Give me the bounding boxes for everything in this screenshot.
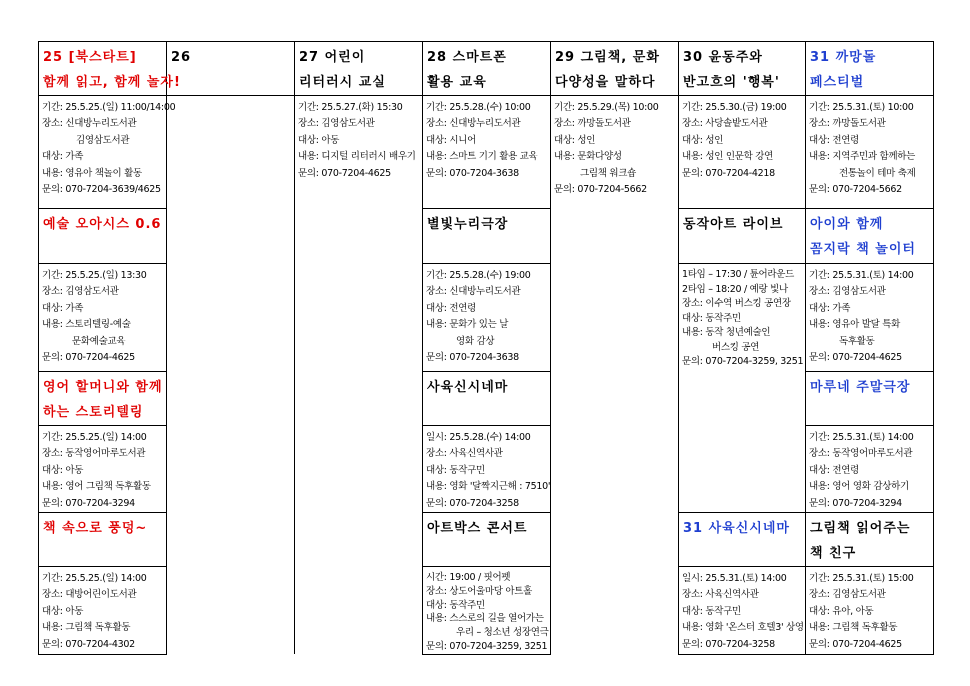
day-26-empty-column <box>167 96 295 655</box>
event-title: 마루네 주말극장 <box>806 372 934 426</box>
day-31-title: 31 까망돌 페스티벌 <box>806 42 934 96</box>
event-details: 기간: 25.5.28.(수) 19:00 장소: 신대방누리도서관 대상: 전연령 내용: 문화가 있는 날 영화 감상 문의: 070-7204-3638 <box>423 264 551 372</box>
event-details: 기간: 25.5.27.(화) 15:30 장소: 김영삼도서관 대상: 아동 내용: 디지털 리터러시 배우기 문의: 070-7204-4625 <box>295 96 423 209</box>
event-details: 기간: 25.5.31.(토) 14:00 장소: 동작영어마루도서관 대상: 전연령 내용: 영어 영화 감상하기 문의: 070-7204-3294 <box>806 426 934 513</box>
event-title: 아트박스 콘서트 <box>423 513 551 567</box>
event-title: 예술 오아시스 0.6 <box>39 209 167 264</box>
event-details: 시간: 19:00 / 핏어펫 장소: 상도어울마당 아트홀 대상: 동작주민 내용: 스스로의 길을 열어가는 우리 – 청소년 성장연극 문의: 070-7204-3259, 3251 <box>423 567 551 655</box>
event-details: 일시: 25.5.31.(토) 14:00 장소: 사육신역사관 대상: 동작구민 내용: 영화 '온스터 호텔3' 상영 문의: 070-7204-3258 <box>679 567 806 655</box>
event-title: 사육신시네마 <box>423 372 551 426</box>
day-detail-row <box>39 96 934 209</box>
day-28-title: 28 스마트폰 활용 교육 <box>423 42 551 96</box>
event-title: 별빛누리극장 <box>423 209 551 264</box>
event-title: 31 사육신시네마 <box>679 513 806 567</box>
event-details: 기간: 25.5.31.(토) 10:00 장소: 까망돌도서관 대상: 전연령 내용: 지역주민과 함께하는 전통놀이 테마 축제 문의: 070-7204-5662 <box>806 96 934 209</box>
day-26-title: 26 <box>167 42 295 96</box>
event-details: 기간: 25.5.30.(금) 19:00 장소: 사당솔밭도서관 대상: 성인 내용: 성인 인문학 강연 문의: 070-7204-4218 <box>679 96 806 209</box>
event-details: 기간: 25.5.25.(일) 14:00 장소: 동작영어마루도서관 대상: 아동 내용: 영어 그림책 독후활동 문의: 070-7204-3294 <box>39 426 167 513</box>
event-details: 기간: 25.5.25.(일) 11:00/14:00 장소: 신대방누리도서관 김영삼도서관 대상: 가족 내용: 영유아 책놀이 활동 문의: 070-7204-3639/4625 <box>39 96 167 209</box>
event-title: 동작아트 라이브 <box>679 209 806 264</box>
day-27-title: 27 어린이 리터러시 교실 <box>295 42 423 96</box>
event-title: 그림책 읽어주는 책 친구 <box>806 513 934 567</box>
day-27-empty-column <box>295 209 423 655</box>
event-title: 책 속으로 풍덩~ <box>39 513 167 567</box>
event-details: 기간: 25.5.28.(수) 10:00 장소: 신대방누리도서관 대상: 시니어 내용: 스마트 기기 활용 교육 문의: 070-7204-3638 <box>423 96 551 209</box>
event-details: 기간: 25.5.25.(일) 14:00 장소: 대방어린이도서관 대상: 아동 내용: 그림책 독후활동 문의: 070-7204-4302 <box>39 567 167 655</box>
day-25-title: 25 [북스타트] 함께 읽고, 함께 놀자! <box>39 42 167 96</box>
day-title-row <box>39 42 934 96</box>
event-details: 1타임 – 17:30 / 튠어라운드 2타임 – 18:20 / 예랑 빛나 장소: 이수역 버스킹 공연장 대상: 동작주민 내용: 동작 청년예술인 버스킹 공연 문의: 070-7204-3259, 3251 <box>679 264 806 513</box>
event-details: 기간: 25.5.25.(일) 13:30 장소: 김영삼도서관 대상: 가족 내용: 스토리텔링-예술 문화예술교육 문의: 070-7204-4625 <box>39 264 167 372</box>
event-title: 영어 할머니와 함께 하는 스토리텔링 <box>39 372 167 426</box>
event-details: 일시: 25.5.28.(수) 14:00 장소: 사육신역사관 대상: 동작구민 내용: 영화 '달짝지근해 : 7510' 문의: 070-7204-3258 <box>423 426 551 513</box>
event-details: 기간: 25.5.29.(목) 10:00 장소: 까망돌도서관 대상: 성인 내용: 문화다양성 그림책 워크숍 문의: 070-7204-5662 <box>551 96 679 209</box>
event-details: 기간: 25.5.31.(토) 15:00 장소: 김영삼도서관 대상: 유아, 아동 내용: 그림책 독후활동 문의: 070-7204-4625 <box>806 567 934 655</box>
event-calendar-table <box>38 41 934 655</box>
day-29-empty-column <box>551 209 679 655</box>
event-title: 아이와 함께 꼼지락 책 놀이터 <box>806 209 934 264</box>
event-details: 기간: 25.5.31.(토) 14:00 장소: 김영삼도서관 대상: 가족 내용: 영유아 발달 특화 독후활동 문의: 070-7204-4625 <box>806 264 934 372</box>
day-30-title: 30 윤동주와 반고흐의 '행복' <box>679 42 806 96</box>
day-29-title: 29 그림책, 문화 다양성을 말하다 <box>551 42 679 96</box>
